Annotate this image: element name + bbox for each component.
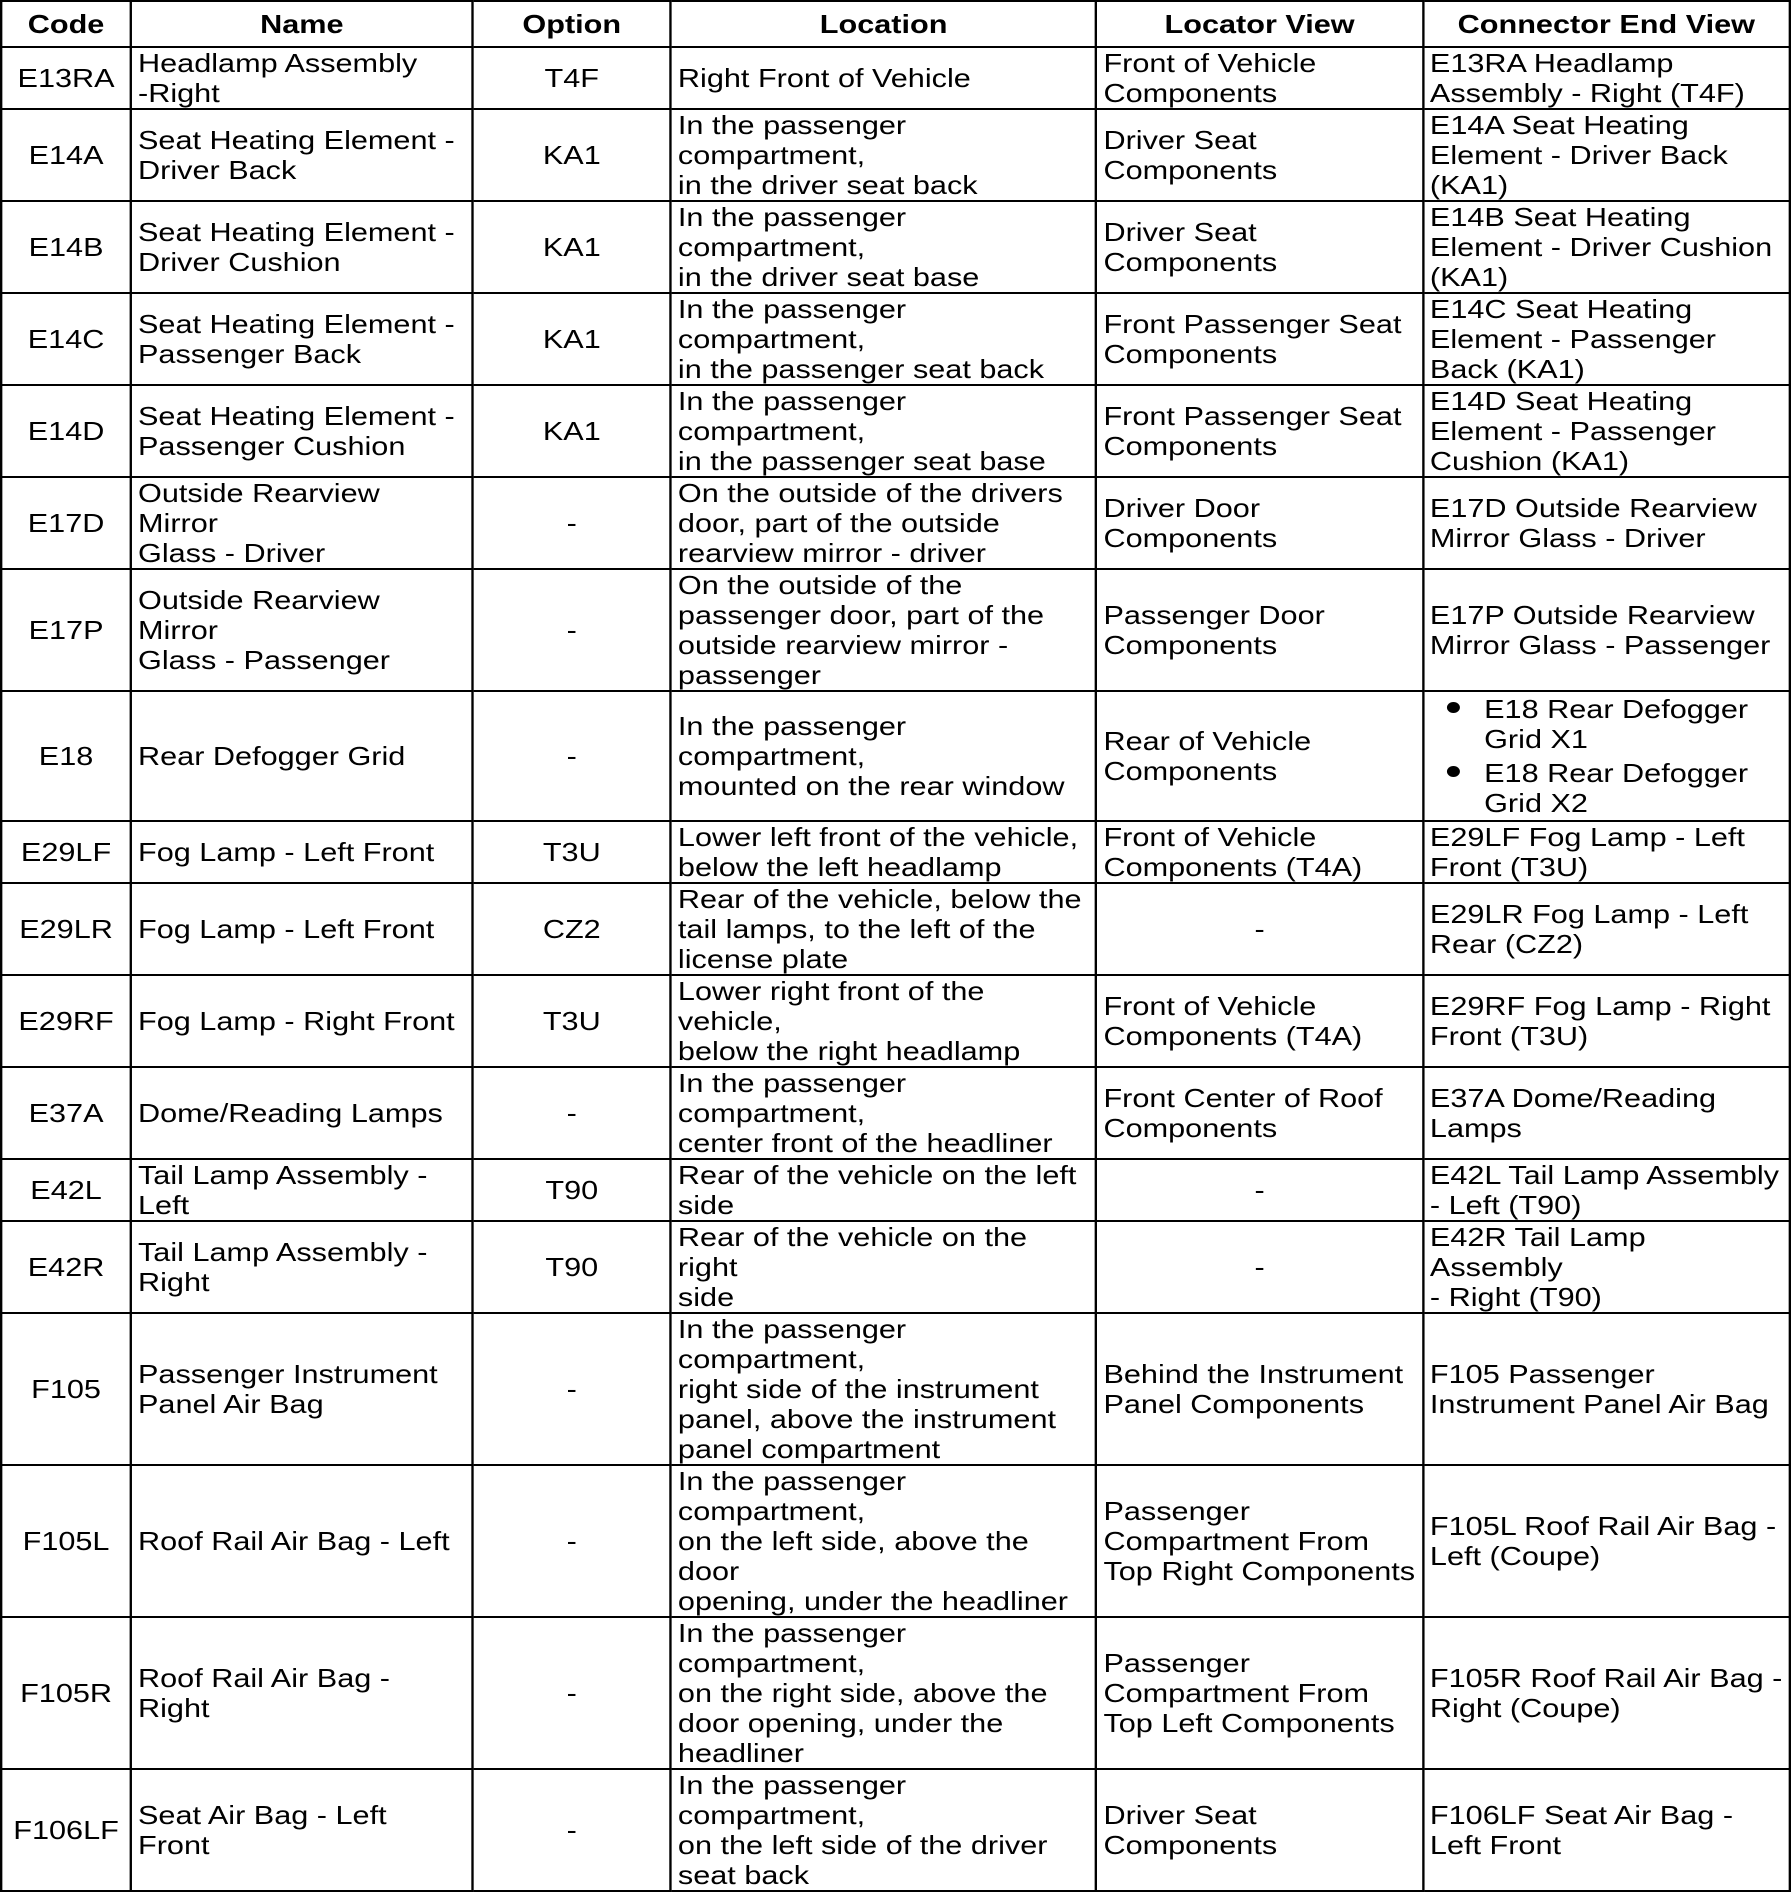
cell-name: Fog Lamp - Right Front <box>131 975 473 1067</box>
table-row <box>1 293 1790 385</box>
cell-connector-end-view: E14B Seat Heating Element - Driver Cushion (KA1) <box>1423 201 1790 293</box>
cell-connector-end-view: F105R Roof Rail Air Bag - Right (Coupe) <box>1423 1617 1790 1769</box>
cell-location: In the passenger compartment, in the driver seat back <box>671 109 1097 201</box>
cell-option: - <box>473 1313 671 1465</box>
column-header-location: Location <box>671 1 1097 47</box>
cell-location: Lower left front of the vehicle, below the left headlamp <box>671 821 1097 883</box>
cell-connector-end-view: E29LR Fog Lamp - Left Rear (CZ2) <box>1423 883 1790 975</box>
cell-locator-view: Front Center of Roof Components <box>1096 1067 1422 1159</box>
cell-connector-end-view: E13RA Headlamp Assembly - Right (T4F) <box>1423 47 1790 109</box>
cell-connector-end-view: E37A Dome/Reading Lamps <box>1423 1067 1790 1159</box>
cell-locator-view: - <box>1096 883 1422 975</box>
table-row <box>1 1067 1790 1159</box>
cell-locator-view: Front Passenger Seat Components <box>1096 293 1422 385</box>
cell-connector-end-view: E29RF Fog Lamp - Right Front (T3U) <box>1423 975 1790 1067</box>
cell-code: E14D <box>1 385 131 477</box>
cell-name: Fog Lamp - Left Front <box>131 821 473 883</box>
table-row <box>1 691 1790 821</box>
cell-code: E18 <box>1 691 131 821</box>
cell-connector-end-view: E29LF Fog Lamp - Left Front (T3U) <box>1423 821 1790 883</box>
cell-connector-end-view: E42R Tail Lamp Assembly - Right (T90) <box>1423 1221 1790 1313</box>
cell-option: KA1 <box>473 201 671 293</box>
cell-option: CZ2 <box>473 883 671 975</box>
cell-location: In the passenger compartment, in the driver seat base <box>671 201 1097 293</box>
cell-code: E14B <box>1 201 131 293</box>
cell-locator-view: Front of Vehicle Components <box>1096 47 1422 109</box>
cell-option: - <box>473 569 671 691</box>
column-header-connector-end-view: Connector End View <box>1423 1 1790 47</box>
cell-connector-end-view: E14D Seat Heating Element - Passenger Cushion (KA1) <box>1423 385 1790 477</box>
cell-locator-view: Driver Seat Components <box>1096 201 1422 293</box>
cell-code: E17D <box>1 477 131 569</box>
cell-locator-view: Front Passenger Seat Components <box>1096 385 1422 477</box>
table-row <box>1 975 1790 1067</box>
cell-name: Rear Defogger Grid <box>131 691 473 821</box>
table-row <box>1 1769 1790 1891</box>
cell-locator-view: Passenger Compartment From Top Left Components <box>1096 1617 1422 1769</box>
table-row <box>1 201 1790 293</box>
cell-option: - <box>473 477 671 569</box>
connector-list-item: E18 Rear Defogger Grid X1 <box>1484 692 1783 756</box>
cell-locator-view: Passenger Door Components <box>1096 569 1422 691</box>
table-row <box>1 109 1790 201</box>
cell-code: E37A <box>1 1067 131 1159</box>
cell-name: Passenger Instrument Panel Air Bag <box>131 1313 473 1465</box>
connector-list <box>1430 692 1783 820</box>
cell-locator-view: - <box>1096 1159 1422 1221</box>
cell-locator-view: Driver Seat Components <box>1096 109 1422 201</box>
cell-name: Headlamp Assembly -Right <box>131 47 473 109</box>
cell-locator-view: Rear of Vehicle Components <box>1096 691 1422 821</box>
cell-option: - <box>473 1465 671 1617</box>
table-row <box>1 569 1790 691</box>
cell-code: F105R <box>1 1617 131 1769</box>
cell-connector-end-view <box>1423 691 1790 821</box>
cell-connector-end-view: F105 Passenger Instrument Panel Air Bag <box>1423 1313 1790 1465</box>
table-header-row <box>1 1 1790 47</box>
cell-connector-end-view: E14A Seat Heating Element - Driver Back (KA1) <box>1423 109 1790 201</box>
cell-locator-view: - <box>1096 1221 1422 1313</box>
column-header-name: Name <box>131 1 473 47</box>
cell-name: Roof Rail Air Bag - Left <box>131 1465 473 1617</box>
cell-location: In the passenger compartment, on the left side of the driver seat back <box>671 1769 1097 1891</box>
cell-name: Dome/Reading Lamps <box>131 1067 473 1159</box>
cell-option: T4F <box>473 47 671 109</box>
cell-name: Seat Heating Element - Driver Back <box>131 109 473 201</box>
cell-option: KA1 <box>473 109 671 201</box>
cell-code: E17P <box>1 569 131 691</box>
cell-name: Roof Rail Air Bag - Right <box>131 1617 473 1769</box>
cell-option: - <box>473 691 671 821</box>
cell-connector-end-view: F106LF Seat Air Bag - Left Front <box>1423 1769 1790 1891</box>
cell-location: Rear of the vehicle on the left side <box>671 1159 1097 1221</box>
cell-location: In the passenger compartment, in the passenger seat base <box>671 385 1097 477</box>
cell-code: E42L <box>1 1159 131 1221</box>
table-row <box>1 1313 1790 1465</box>
cell-code: E29LR <box>1 883 131 975</box>
table-row <box>1 1221 1790 1313</box>
cell-name: Seat Heating Element - Passenger Cushion <box>131 385 473 477</box>
cell-name: Seat Heating Element - Driver Cushion <box>131 201 473 293</box>
cell-location: Lower right front of the vehicle, below the right headlamp <box>671 975 1097 1067</box>
cell-option: - <box>473 1067 671 1159</box>
cell-name: Tail Lamp Assembly - Left <box>131 1159 473 1221</box>
table-row <box>1 1159 1790 1221</box>
cell-option: T3U <box>473 975 671 1067</box>
cell-location: In the passenger compartment, in the passenger seat back <box>671 293 1097 385</box>
cell-connector-end-view: E42L Tail Lamp Assembly - Left (T90) <box>1423 1159 1790 1221</box>
cell-location: Rear of the vehicle on the right side <box>671 1221 1097 1313</box>
table-row <box>1 47 1790 109</box>
cell-option: - <box>473 1769 671 1891</box>
cell-code: E29RF <box>1 975 131 1067</box>
cell-option: T90 <box>473 1221 671 1313</box>
cell-name: Outside Rearview Mirror Glass - Passenger <box>131 569 473 691</box>
cell-location: In the passenger compartment, mounted on the rear window <box>671 691 1097 821</box>
cell-location: Rear of the vehicle, below the tail lamps, to the left of the license plate <box>671 883 1097 975</box>
cell-name: Seat Heating Element - Passenger Back <box>131 293 473 385</box>
cell-code: F105 <box>1 1313 131 1465</box>
cell-location: In the passenger compartment, center front of the headliner <box>671 1067 1097 1159</box>
column-header-code: Code <box>1 1 131 47</box>
cell-code: E14A <box>1 109 131 201</box>
cell-location: On the outside of the passenger door, part of the outside rearview mirror - passenger <box>671 569 1097 691</box>
cell-location: In the passenger compartment, on the left side, above the door opening, under the headliner <box>671 1465 1097 1617</box>
cell-location: Right Front of Vehicle <box>671 47 1097 109</box>
cell-code: E42R <box>1 1221 131 1313</box>
table-row <box>1 821 1790 883</box>
cell-option: KA1 <box>473 385 671 477</box>
cell-locator-view: Passenger Compartment From Top Right Components <box>1096 1465 1422 1617</box>
cell-name: Seat Air Bag - Left Front <box>131 1769 473 1891</box>
column-header-locator-view: Locator View <box>1096 1 1422 47</box>
cell-option: - <box>473 1617 671 1769</box>
table-row <box>1 477 1790 569</box>
cell-locator-view: Front of Vehicle Components (T4A) <box>1096 821 1422 883</box>
cell-option: T90 <box>473 1159 671 1221</box>
cell-code: F105L <box>1 1465 131 1617</box>
cell-connector-end-view: E14C Seat Heating Element - Passenger Back (KA1) <box>1423 293 1790 385</box>
table-row <box>1 883 1790 975</box>
cell-connector-end-view: E17D Outside Rearview Mirror Glass - Driver <box>1423 477 1790 569</box>
connector-list-item: E18 Rear Defogger Grid X2 <box>1484 756 1783 820</box>
cell-option: KA1 <box>473 293 671 385</box>
cell-locator-view: Front of Vehicle Components (T4A) <box>1096 975 1422 1067</box>
table-row <box>1 1617 1790 1769</box>
cell-option: T3U <box>473 821 671 883</box>
cell-location: In the passenger compartment, right side of the instrument panel, above the instrument panel compartment <box>671 1313 1097 1465</box>
table-row <box>1 385 1790 477</box>
cell-locator-view: Driver Seat Components <box>1096 1769 1422 1891</box>
cell-name: Fog Lamp - Left Front <box>131 883 473 975</box>
table-row <box>1 1465 1790 1617</box>
cell-name: Outside Rearview Mirror Glass - Driver <box>131 477 473 569</box>
cell-code: E14C <box>1 293 131 385</box>
cell-connector-end-view: F105L Roof Rail Air Bag - Left (Coupe) <box>1423 1465 1790 1617</box>
cell-location: On the outside of the drivers door, part of the outside rearview mirror - driver <box>671 477 1097 569</box>
cell-code: F106LF <box>1 1769 131 1891</box>
cell-name: Tail Lamp Assembly - Right <box>131 1221 473 1313</box>
cell-locator-view: Behind the Instrument Panel Components <box>1096 1313 1422 1465</box>
column-header-option: Option <box>473 1 671 47</box>
cell-locator-view: Driver Door Components <box>1096 477 1422 569</box>
cell-code: E29LF <box>1 821 131 883</box>
cell-location: In the passenger compartment, on the right side, above the door opening, under the headliner <box>671 1617 1097 1769</box>
cell-connector-end-view: E17P Outside Rearview Mirror Glass - Passenger <box>1423 569 1790 691</box>
cell-code: E13RA <box>1 47 131 109</box>
